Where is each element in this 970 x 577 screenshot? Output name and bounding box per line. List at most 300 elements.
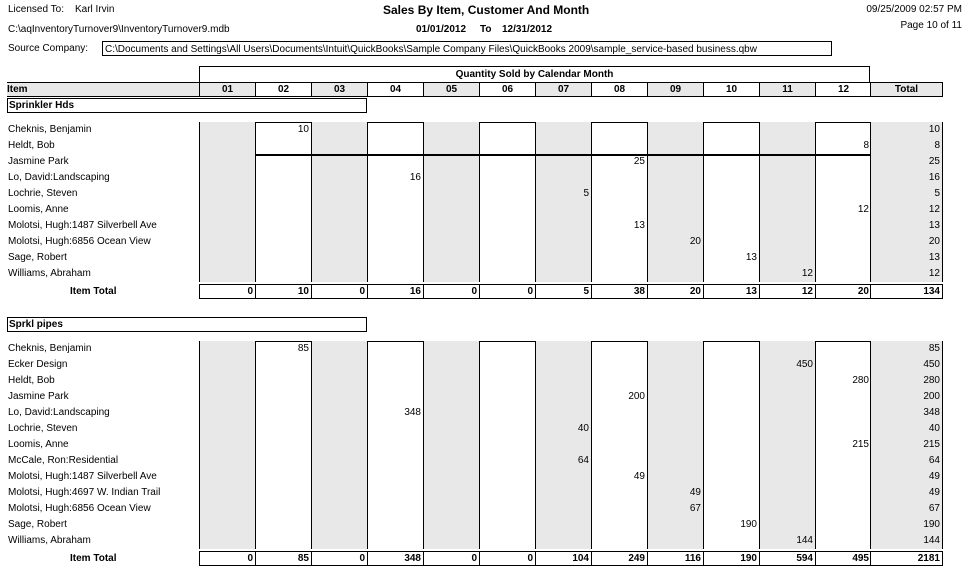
qty-cell <box>591 405 648 421</box>
month-total-cell: 10 <box>255 284 312 299</box>
qty-cell <box>535 517 592 533</box>
month-header-06: 06 <box>479 82 536 97</box>
qty-cell <box>367 202 424 218</box>
qty-cell <box>591 341 648 357</box>
qty-cell <box>479 154 536 170</box>
qty-cell <box>815 250 872 266</box>
qty-cell <box>759 122 816 138</box>
qty-cell <box>255 266 312 282</box>
qty-cell <box>647 250 704 266</box>
qty-cell <box>423 517 480 533</box>
qty-cell <box>199 469 256 485</box>
qty-cell <box>311 437 368 453</box>
qty-cell <box>647 517 704 533</box>
qty-cell <box>311 341 368 357</box>
qty-cell: 13 <box>703 250 760 266</box>
qty-cell <box>423 266 480 282</box>
customer-name: Molotsi, Hugh:4697 W. Indian Trail <box>8 487 161 498</box>
qty-cell <box>535 218 592 234</box>
qty-cell: 200 <box>591 389 648 405</box>
qty-cell <box>423 485 480 501</box>
qty-cell <box>199 186 256 202</box>
qty-cell <box>759 405 816 421</box>
qty-cell <box>591 186 648 202</box>
licensed-name: Karl Irvin <box>75 4 115 15</box>
qty-cell <box>759 218 816 234</box>
customer-name: Sage, Robert <box>8 519 67 530</box>
qty-cell <box>703 218 760 234</box>
row-total-cell: 16 <box>870 170 943 186</box>
qty-cell <box>535 154 592 170</box>
qty-cell <box>535 469 592 485</box>
qty-cell <box>703 421 760 437</box>
qty-cell <box>311 122 368 138</box>
qty-cell <box>479 170 536 186</box>
qty-cell <box>367 469 424 485</box>
qty-cell <box>423 469 480 485</box>
qty-cell <box>311 170 368 186</box>
qty-cell <box>311 373 368 389</box>
qty-cell <box>647 373 704 389</box>
qty-cell: 67 <box>647 501 704 517</box>
month-total-cell: 0 <box>311 551 368 566</box>
qty-cell <box>759 453 816 469</box>
quantity-sold-header: Quantity Sold by Calendar Month <box>199 66 870 82</box>
customer-name: Lo, David:Landscaping <box>8 407 110 418</box>
item-group-label: Sprinkler Hds <box>7 98 367 113</box>
report-datetime: 09/25/2009 02:57 PM <box>866 4 962 15</box>
qty-cell <box>255 250 312 266</box>
qty-cell <box>199 218 256 234</box>
qty-cell <box>199 138 256 154</box>
qty-cell: 190 <box>703 517 760 533</box>
qty-cell <box>423 154 480 170</box>
grand-total-cell: 2181 <box>870 551 943 566</box>
month-header-02: 02 <box>255 82 312 97</box>
customer-name: Cheknis, Benjamin <box>8 124 92 135</box>
qty-cell <box>479 453 536 469</box>
qty-cell <box>423 501 480 517</box>
qty-cell <box>591 202 648 218</box>
qty-cell: 64 <box>535 453 592 469</box>
qty-cell: 215 <box>815 437 872 453</box>
qty-cell: 20 <box>647 234 704 250</box>
month-header-05: 05 <box>423 82 480 97</box>
qty-cell: 280 <box>815 373 872 389</box>
customer-name: Heldt, Bob <box>8 375 55 386</box>
qty-cell <box>759 202 816 218</box>
customer-name: McCale, Ron:Residential <box>8 455 119 466</box>
row-total-cell: 215 <box>870 437 943 453</box>
qty-cell <box>815 389 872 405</box>
month-total-cell: 0 <box>423 284 480 299</box>
item-total-label: Item Total <box>70 286 117 297</box>
qty-cell <box>759 138 816 154</box>
qty-cell <box>535 266 592 282</box>
month-header-03: 03 <box>311 82 368 97</box>
qty-cell <box>367 389 424 405</box>
qty-cell <box>535 138 592 154</box>
qty-cell <box>703 357 760 373</box>
row-total-cell: 25 <box>870 154 943 170</box>
qty-cell <box>815 453 872 469</box>
qty-cell <box>647 357 704 373</box>
month-total-cell: 85 <box>255 551 312 566</box>
qty-cell <box>367 341 424 357</box>
qty-cell <box>479 341 536 357</box>
report-title: Sales By Item, Customer And Month <box>383 3 590 17</box>
month-total-cell: 0 <box>479 551 536 566</box>
month-total-cell: 12 <box>759 284 816 299</box>
row-total-cell: 49 <box>870 485 943 501</box>
qty-cell <box>479 437 536 453</box>
month-total-cell: 0 <box>423 551 480 566</box>
qty-cell <box>703 202 760 218</box>
qty-cell <box>759 170 816 186</box>
row-total-cell: 144 <box>870 533 943 549</box>
customer-name: Jasmine Park <box>8 391 69 402</box>
qty-cell <box>199 405 256 421</box>
qty-cell <box>255 357 312 373</box>
customer-name: Molotsi, Hugh:1487 Silverbell Ave <box>8 471 157 482</box>
qty-cell <box>423 421 480 437</box>
qty-cell <box>591 357 648 373</box>
qty-cell <box>479 266 536 282</box>
qty-cell <box>703 154 760 170</box>
qty-cell <box>199 250 256 266</box>
qty-cell <box>367 234 424 250</box>
customer-name: Lochrie, Steven <box>8 188 78 199</box>
qty-cell <box>591 266 648 282</box>
qty-cell <box>311 485 368 501</box>
qty-cell <box>423 138 480 154</box>
qty-cell <box>367 453 424 469</box>
qty-cell <box>255 373 312 389</box>
qty-cell <box>479 357 536 373</box>
qty-cell <box>199 202 256 218</box>
qty-cell <box>199 533 256 549</box>
qty-cell <box>255 453 312 469</box>
qty-cell <box>479 186 536 202</box>
qty-cell <box>703 501 760 517</box>
qty-cell <box>759 186 816 202</box>
row-total-cell: 13 <box>870 218 943 234</box>
qty-cell: 8 <box>815 138 872 154</box>
qty-cell <box>479 485 536 501</box>
qty-cell <box>759 154 816 170</box>
qty-cell <box>367 266 424 282</box>
qty-cell <box>591 122 648 138</box>
qty-cell <box>647 453 704 469</box>
qty-cell <box>759 234 816 250</box>
row-total-cell: 10 <box>870 122 943 138</box>
qty-cell <box>367 485 424 501</box>
qty-cell <box>535 501 592 517</box>
qty-cell <box>815 533 872 549</box>
qty-cell <box>647 218 704 234</box>
qty-cell <box>535 234 592 250</box>
total-column-header: Total <box>870 82 943 97</box>
row-total-cell: 450 <box>870 357 943 373</box>
qty-cell <box>255 517 312 533</box>
qty-cell <box>423 405 480 421</box>
qty-cell <box>591 234 648 250</box>
qty-cell <box>647 138 704 154</box>
qty-cell <box>255 533 312 549</box>
qty-cell <box>535 122 592 138</box>
qty-cell <box>535 357 592 373</box>
qty-cell <box>311 389 368 405</box>
qty-cell <box>479 234 536 250</box>
qty-cell <box>703 122 760 138</box>
qty-cell <box>759 250 816 266</box>
qty-cell <box>703 437 760 453</box>
qty-cell <box>759 389 816 405</box>
qty-cell <box>759 501 816 517</box>
qty-cell <box>367 373 424 389</box>
qty-cell <box>199 421 256 437</box>
qty-cell <box>535 437 592 453</box>
qty-cell <box>815 122 872 138</box>
customer-name: Molotsi, Hugh:6856 Ocean View <box>8 503 151 514</box>
qty-cell <box>199 517 256 533</box>
qty-cell: 450 <box>759 357 816 373</box>
qty-cell <box>423 373 480 389</box>
month-total-cell: 348 <box>367 551 424 566</box>
customer-name: Cheknis, Benjamin <box>8 343 92 354</box>
qty-cell <box>367 186 424 202</box>
qty-cell <box>479 138 536 154</box>
date-to-label: To <box>480 24 492 35</box>
qty-cell <box>535 250 592 266</box>
qty-cell <box>591 138 648 154</box>
month-total-cell: 20 <box>815 284 872 299</box>
qty-cell <box>255 186 312 202</box>
qty-cell <box>591 533 648 549</box>
qty-cell <box>255 437 312 453</box>
qty-cell <box>255 218 312 234</box>
qty-cell <box>815 170 872 186</box>
qty-cell <box>311 154 368 170</box>
qty-cell <box>367 154 424 170</box>
row-total-cell: 13 <box>870 250 943 266</box>
qty-cell <box>311 501 368 517</box>
qty-cell <box>815 517 872 533</box>
qty-cell <box>703 533 760 549</box>
qty-cell: 12 <box>759 266 816 282</box>
month-header-08: 08 <box>591 82 648 97</box>
qty-cell <box>479 202 536 218</box>
row-total-cell: 12 <box>870 202 943 218</box>
qty-cell <box>367 533 424 549</box>
qty-cell <box>479 533 536 549</box>
qty-cell <box>647 341 704 357</box>
customer-name: Molotsi, Hugh:6856 Ocean View <box>8 236 151 247</box>
month-total-cell: 249 <box>591 551 648 566</box>
item-group-label: Sprkl pipes <box>7 317 367 332</box>
qty-cell <box>591 250 648 266</box>
qty-cell <box>703 341 760 357</box>
qty-cell: 348 <box>367 405 424 421</box>
qty-cell <box>255 405 312 421</box>
qty-cell <box>535 341 592 357</box>
qty-cell: 25 <box>591 154 648 170</box>
qty-cell <box>199 266 256 282</box>
qty-cell <box>479 389 536 405</box>
qty-cell <box>311 186 368 202</box>
qty-cell <box>199 357 256 373</box>
date-from: 01/01/2012 <box>416 24 467 35</box>
qty-cell <box>647 437 704 453</box>
row-total-cell: 67 <box>870 501 943 517</box>
qty-cell <box>479 501 536 517</box>
qty-cell <box>759 373 816 389</box>
qty-cell <box>479 469 536 485</box>
qty-cell <box>647 170 704 186</box>
month-total-cell: 0 <box>479 284 536 299</box>
qty-cell <box>311 250 368 266</box>
qty-cell <box>591 421 648 437</box>
month-header-10: 10 <box>703 82 760 97</box>
row-total-cell: 12 <box>870 266 943 282</box>
qty-cell <box>535 533 592 549</box>
qty-cell <box>311 218 368 234</box>
qty-cell <box>815 186 872 202</box>
qty-cell <box>591 517 648 533</box>
item-column-header: Item <box>7 82 199 97</box>
qty-cell <box>367 437 424 453</box>
qty-cell <box>815 218 872 234</box>
qty-cell: 49 <box>647 485 704 501</box>
qty-cell <box>535 485 592 501</box>
qty-cell <box>703 266 760 282</box>
row-total-cell: 20 <box>870 234 943 250</box>
qty-cell <box>423 357 480 373</box>
qty-cell <box>647 469 704 485</box>
qty-cell <box>535 373 592 389</box>
month-total-cell: 495 <box>815 551 872 566</box>
qty-cell <box>367 122 424 138</box>
row-total-cell: 40 <box>870 421 943 437</box>
month-total-cell: 104 <box>535 551 592 566</box>
customer-name: Molotsi, Hugh:1487 Silverbell Ave <box>8 220 157 231</box>
row-total-cell: 49 <box>870 469 943 485</box>
qty-cell <box>479 421 536 437</box>
qty-cell <box>815 341 872 357</box>
qty-cell <box>647 389 704 405</box>
source-company-label: Source Company: <box>8 43 89 54</box>
month-header-09: 09 <box>647 82 704 97</box>
month-header-12: 12 <box>815 82 872 97</box>
qty-cell <box>199 453 256 469</box>
qty-cell <box>423 389 480 405</box>
customer-name: Ecker Design <box>8 359 68 370</box>
qty-cell <box>479 250 536 266</box>
qty-cell <box>759 517 816 533</box>
qty-cell <box>311 469 368 485</box>
grand-total-cell: 134 <box>870 284 943 299</box>
qty-cell <box>311 533 368 549</box>
row-total-cell: 348 <box>870 405 943 421</box>
qty-cell <box>423 533 480 549</box>
qty-cell <box>423 437 480 453</box>
qty-cell <box>815 405 872 421</box>
qty-cell <box>479 122 536 138</box>
month-total-cell: 116 <box>647 551 704 566</box>
qty-cell <box>535 202 592 218</box>
month-total-cell: 594 <box>759 551 816 566</box>
source-company-path: C:\Documents and Settings\All Users\Documents\Intuit\QuickBooks\Sample Company Files\QuickBooks 2009\sample_service-based business.qbw <box>102 41 832 56</box>
qty-cell <box>423 341 480 357</box>
month-total-cell: 190 <box>703 551 760 566</box>
qty-cell <box>255 421 312 437</box>
qty-cell <box>311 266 368 282</box>
item-total-label: Item Total <box>70 553 117 564</box>
row-total-cell: 64 <box>870 453 943 469</box>
qty-cell <box>759 469 816 485</box>
qty-cell: 144 <box>759 533 816 549</box>
month-total-cell: 20 <box>647 284 704 299</box>
month-total-cell: 0 <box>199 284 256 299</box>
qty-cell <box>647 533 704 549</box>
qty-cell <box>255 170 312 186</box>
qty-cell <box>703 138 760 154</box>
customer-name: Williams, Abraham <box>8 535 91 546</box>
qty-cell: 40 <box>535 421 592 437</box>
qty-cell <box>815 485 872 501</box>
qty-cell <box>311 421 368 437</box>
qty-cell <box>703 186 760 202</box>
qty-cell <box>423 250 480 266</box>
qty-cell <box>647 122 704 138</box>
qty-cell <box>423 122 480 138</box>
month-total-cell: 13 <box>703 284 760 299</box>
qty-cell <box>591 501 648 517</box>
row-total-cell: 85 <box>870 341 943 357</box>
qty-cell <box>367 250 424 266</box>
qty-cell <box>591 373 648 389</box>
qty-cell: 5 <box>535 186 592 202</box>
month-total-cell: 0 <box>199 551 256 566</box>
qty-cell <box>479 405 536 421</box>
qty-cell <box>535 389 592 405</box>
customer-name: Sage, Robert <box>8 252 67 263</box>
qty-cell: 13 <box>591 218 648 234</box>
qty-cell <box>703 389 760 405</box>
month-header-11: 11 <box>759 82 816 97</box>
qty-cell <box>423 218 480 234</box>
qty-cell <box>591 453 648 469</box>
qty-cell <box>535 405 592 421</box>
qty-cell <box>199 485 256 501</box>
qty-cell <box>535 170 592 186</box>
qty-cell: 12 <box>815 202 872 218</box>
qty-cell <box>311 234 368 250</box>
qty-cell <box>423 234 480 250</box>
qty-cell <box>367 517 424 533</box>
qty-cell <box>255 469 312 485</box>
customer-name: Heldt, Bob <box>8 140 55 151</box>
qty-cell <box>255 138 312 154</box>
qty-cell <box>703 469 760 485</box>
row-total-cell: 190 <box>870 517 943 533</box>
qty-cell <box>647 266 704 282</box>
qty-cell <box>367 357 424 373</box>
row-total-cell: 8 <box>870 138 943 154</box>
qty-cell: 85 <box>255 341 312 357</box>
qty-cell <box>199 437 256 453</box>
qty-cell <box>647 186 704 202</box>
